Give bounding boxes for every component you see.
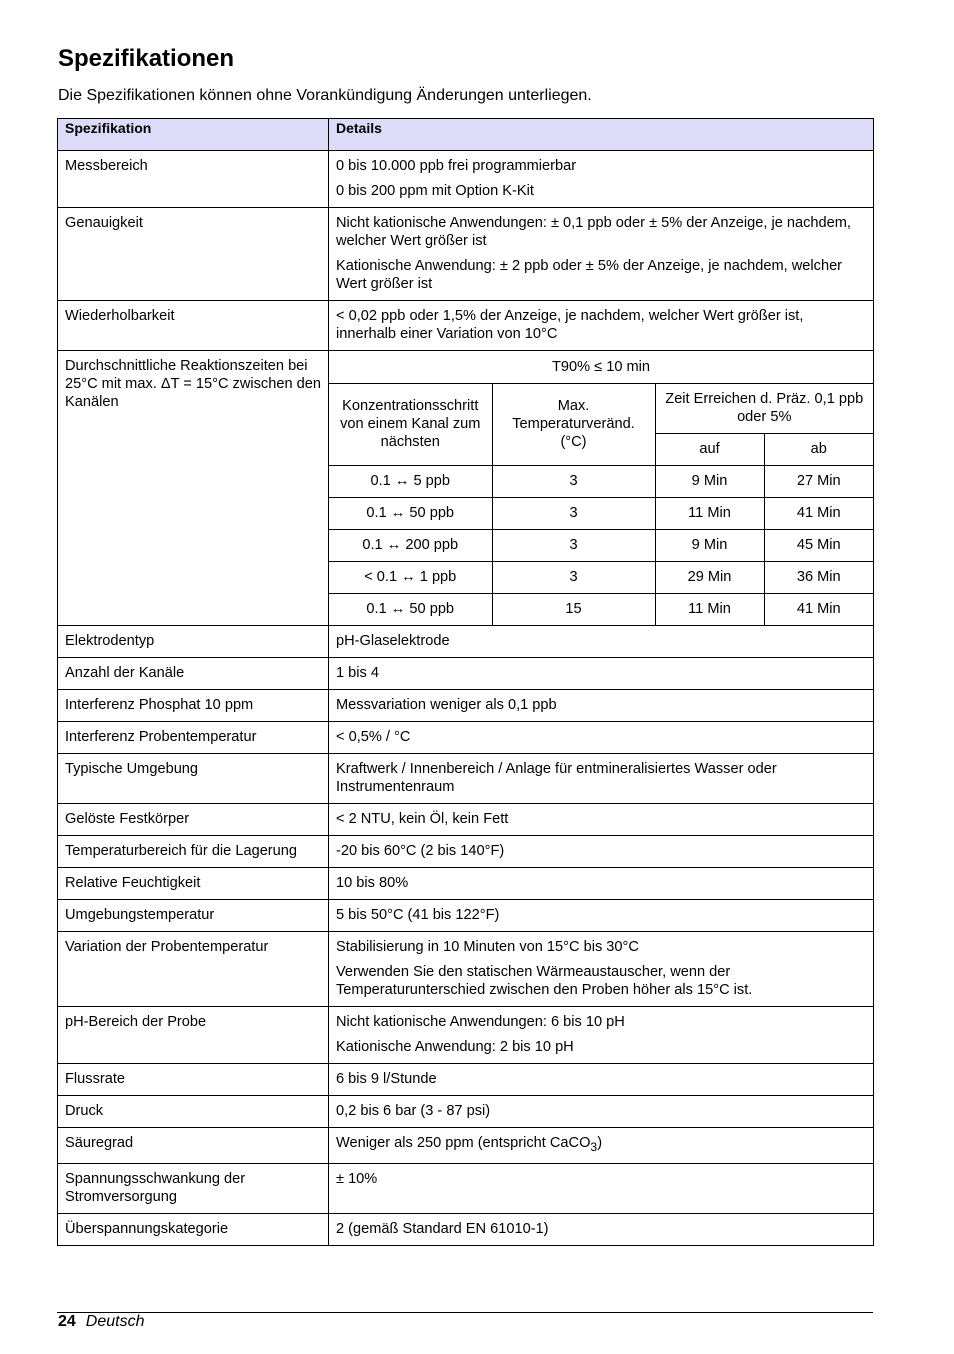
- subtable-header-row: [329, 383, 873, 433]
- detail-line: Stabilisierung in 10 Minuten von 15°C bis 30°C: [336, 939, 639, 955]
- step-cell: 0.1 ↔ 5 ppb: [329, 465, 492, 497]
- spec-name: Temperaturbereich für die Lagerung: [58, 836, 329, 868]
- header-spec: Spezifikation: [58, 119, 329, 151]
- page-footer: [58, 1311, 145, 1333]
- spec-name: Flussrate: [58, 1064, 329, 1096]
- down-cell: 41 Min: [764, 593, 873, 625]
- spec-name: Variation der Probentemperatur: [58, 932, 329, 1007]
- up-cell: 29 Min: [655, 561, 764, 593]
- detail-line: 10 bis 80%: [336, 875, 409, 891]
- col-temp-header: Max. Temperaturveränd. (°C): [492, 383, 655, 465]
- spec-name: Genauigkeit: [58, 208, 329, 301]
- detail-line: 0,2 bis 6 bar (3 - 87 psi): [336, 1103, 491, 1119]
- table-row: [58, 836, 874, 868]
- detail-line: < 2 NTU, kein Öl, kein Fett: [336, 811, 509, 827]
- detail-line: [336, 1134, 866, 1156]
- spec-name: Typische Umgebung: [58, 754, 329, 804]
- acidity-text: Weniger als 250 ppm (entspricht CaCO: [336, 1135, 591, 1151]
- detail-line: ± 10%: [336, 1170, 378, 1187]
- spec-details: [329, 151, 874, 208]
- table-row: [58, 1128, 874, 1164]
- spec-name: Messbereich: [58, 151, 329, 208]
- spec-name: Druck: [58, 1096, 329, 1128]
- acidity-subscript: 3: [590, 1139, 598, 1154]
- table-row: [58, 1007, 874, 1064]
- step-cell: < 0.1 ↔ 1 ppb: [329, 561, 492, 593]
- intro-text: Die Spezifikationen können ohne Vorankündigung Änderungen unterliegen.: [58, 87, 592, 104]
- reaction-subtable: [329, 351, 873, 625]
- table-row: [58, 804, 874, 836]
- detail-line: 0 bis 200 ppm mit Option K-Kit: [336, 183, 534, 199]
- spec-details: [329, 1163, 874, 1213]
- detail-line: Kraftwerk / Innenbereich / Anlage für entmineralisiertes Wasser oder Instrumentenraum: [336, 761, 777, 795]
- subtable-row: [329, 529, 873, 561]
- spec-details: [329, 754, 874, 804]
- table-row: [58, 868, 874, 900]
- spec-details: [329, 836, 874, 868]
- spec-name: Spannungsschwankung der Stromversorgung: [58, 1163, 329, 1213]
- table-row: [58, 658, 874, 690]
- spec-details: [329, 1128, 874, 1164]
- up-cell: 9 Min: [655, 465, 764, 497]
- spec-details: [329, 1064, 874, 1096]
- spec-details: [329, 804, 874, 836]
- spec-name: Umgebungstemperatur: [58, 900, 329, 932]
- detail-line: < 0,02 ppb oder 1,5% der Anzeige, je nachdem, welcher Wert größer ist, innerhalb einer Variation von 10°C: [336, 308, 804, 342]
- spec-details: [329, 690, 874, 722]
- page-number: 24: [58, 1313, 76, 1330]
- up-cell: 11 Min: [655, 497, 764, 529]
- down-cell: 41 Min: [764, 497, 873, 529]
- up-cell: 9 Min: [655, 529, 764, 561]
- page-title: Spezifikationen: [58, 45, 235, 72]
- col-up-header: auf: [655, 433, 764, 465]
- spec-details: [329, 208, 874, 301]
- col-down-header: ab: [764, 433, 873, 465]
- acidity-text-end: ): [597, 1135, 603, 1151]
- t90-cell: T90% ≤ 10 min: [551, 358, 651, 375]
- subtable-row: [329, 497, 873, 529]
- table-row: [58, 626, 874, 658]
- footer-language: Deutsch: [85, 1313, 145, 1330]
- spec-details: [329, 1213, 874, 1245]
- step-cell: 0.1 ↔ 200 ppb: [329, 529, 492, 561]
- step-cell: 0.1 ↔ 50 ppb: [329, 593, 492, 625]
- table-row: [58, 1064, 874, 1096]
- spec-name: Relative Feuchtigkeit: [58, 868, 329, 900]
- table-row: [58, 690, 874, 722]
- spec-name: Elektrodentyp: [58, 626, 329, 658]
- spec-name: Säuregrad: [58, 1128, 329, 1164]
- table-row: [58, 1096, 874, 1128]
- header-details: Details: [329, 119, 874, 151]
- detail-line: < 0,5% / °C: [336, 729, 411, 745]
- spec-details: [329, 722, 874, 754]
- temp-cell: 3: [492, 561, 655, 593]
- table-row: [58, 1213, 874, 1245]
- table-row: [58, 754, 874, 804]
- table-row: [58, 1163, 874, 1213]
- table-row: [58, 932, 874, 1007]
- reaction-subtable-cell: [329, 351, 874, 626]
- detail-line: 6 bis 9 l/Stunde: [336, 1071, 437, 1087]
- table-row: [58, 900, 874, 932]
- detail-line: pH-Glaselektrode: [336, 633, 450, 649]
- table-row: [58, 722, 874, 754]
- step-cell: 0.1 ↔ 50 ppb: [329, 497, 492, 529]
- detail-line: Nicht kationische Anwendungen: ± 0,1 ppb oder ± 5% der Anzeige, je nachdem, welcher Wert größer ist: [336, 215, 851, 249]
- detail-line: Verwenden Sie den statischen Wärmeaustauscher, wenn der Temperaturunterschied zwischen den Proben höher als 15°C ist.: [336, 964, 753, 998]
- detail-line: 1 bis 4: [336, 665, 379, 681]
- detail-line: Kationische Anwendung: ± 2 ppb oder ± 5% der Anzeige, je nachdem, welcher Wert größer ist: [336, 258, 843, 292]
- spec-name: pH-Bereich der Probe: [58, 1007, 329, 1064]
- footer-divider: [57, 1312, 873, 1313]
- temp-cell: 3: [492, 465, 655, 497]
- down-cell: 27 Min: [764, 465, 873, 497]
- spec-name: Gelöste Festkörper: [58, 804, 329, 836]
- col-step-header: Konzentrationsschritt von einem Kanal zum nächsten: [329, 383, 492, 465]
- spec-details: [329, 301, 874, 351]
- subtable-row: [329, 561, 873, 593]
- spec-name: Wiederholbarkeit: [58, 301, 329, 351]
- table-row: [58, 208, 874, 301]
- table-row: [58, 151, 874, 208]
- temp-cell: 3: [492, 497, 655, 529]
- spec-name: Interferenz Phosphat 10 ppm: [58, 690, 329, 722]
- temp-cell: 15: [492, 593, 655, 625]
- table-header-row: [58, 119, 874, 151]
- detail-line: 0 bis 10.000 ppb frei programmierbar: [336, 158, 577, 174]
- spec-table: [57, 118, 874, 1246]
- col-time-header: Zeit Erreichen d. Präz. 0,1 ppb oder 5%: [655, 383, 873, 433]
- detail-line: Nicht kationische Anwendungen: 6 bis 10 pH: [336, 1014, 625, 1030]
- table-row-reaction: [58, 351, 874, 626]
- subtable-row: [329, 351, 873, 383]
- spec-details: [329, 868, 874, 900]
- spec-details: [329, 1096, 874, 1128]
- detail-line: 5 bis 50°C (41 bis 122°F): [336, 907, 500, 923]
- spec-details: [329, 900, 874, 932]
- up-cell: 11 Min: [655, 593, 764, 625]
- down-cell: 45 Min: [764, 529, 873, 561]
- spec-details: [329, 626, 874, 658]
- subtable-row: [329, 593, 873, 625]
- temp-cell: 3: [492, 529, 655, 561]
- detail-line: Messvariation weniger als 0,1 ppb: [336, 697, 557, 713]
- spec-name: Interferenz Probentemperatur: [58, 722, 329, 754]
- spec-details: [329, 932, 874, 1007]
- table-row: [58, 301, 874, 351]
- detail-line: 2 (gemäß Standard EN 61010-1): [336, 1220, 549, 1237]
- spec-name: Überspannungskategorie: [58, 1213, 329, 1245]
- spec-details: [329, 1007, 874, 1064]
- detail-line: Kationische Anwendung: 2 bis 10 pH: [336, 1039, 574, 1055]
- spec-name: Durchschnittliche Reaktionszeiten bei 25°C mit max. ΔT = 15°C zwischen den Kanälen: [58, 351, 329, 626]
- subtable-row: [329, 465, 873, 497]
- spec-name: Anzahl der Kanäle: [58, 658, 329, 690]
- spec-details: [329, 658, 874, 690]
- down-cell: 36 Min: [764, 561, 873, 593]
- detail-line: -20 bis 60°C (2 bis 140°F): [336, 843, 505, 859]
